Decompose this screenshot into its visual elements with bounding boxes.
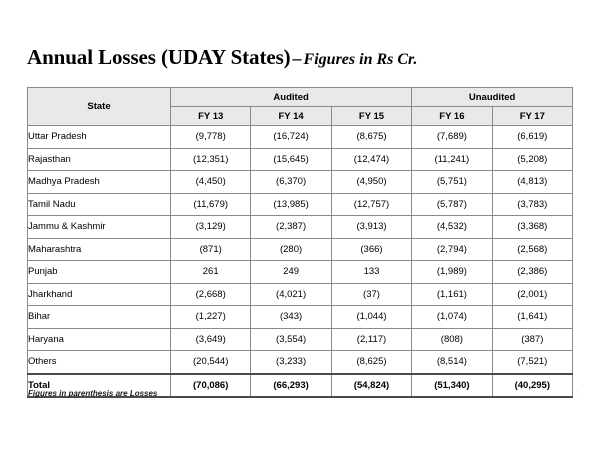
- cell-fy14: (2,387): [251, 216, 331, 239]
- table-body: [28, 126, 573, 398]
- cell-fy16: (1,074): [412, 306, 492, 329]
- cell-fy16: (7,689): [412, 126, 492, 149]
- cell-fy15: (37): [331, 283, 411, 306]
- cell-fy15: 133: [331, 261, 411, 284]
- table-header: [28, 88, 573, 126]
- row-label: Tamil Nadu: [28, 193, 171, 216]
- cell-fy16: (808): [412, 328, 492, 351]
- table-row: [28, 148, 573, 171]
- table-row: [28, 306, 573, 329]
- cell-fy16: (5,787): [412, 193, 492, 216]
- cell-fy14: (4,021): [251, 283, 331, 306]
- column-group-unaudited: Unaudited: [412, 88, 573, 107]
- title-main-text: Annual Losses (UDAY States): [27, 45, 291, 69]
- title-subtitle-text: Figures in Rs Cr.: [303, 51, 418, 68]
- cell-fy16: (5,751): [412, 171, 492, 194]
- row-label: Haryana: [28, 328, 171, 351]
- cell-fy17: (387): [492, 328, 572, 351]
- cell-fy13: (12,351): [171, 148, 251, 171]
- column-header-fy14: FY 14: [251, 107, 331, 126]
- row-label-total: Total: [28, 374, 171, 398]
- row-label: Jharkhand: [28, 283, 171, 306]
- cell-fy15: (12,474): [331, 148, 411, 171]
- cell-fy13: (9,778): [171, 126, 251, 149]
- column-header-fy16: FY 16: [412, 107, 492, 126]
- total-cell-fy14: (66,293): [251, 374, 331, 398]
- row-label: Maharashtra: [28, 238, 171, 261]
- row-label: Others: [28, 351, 171, 374]
- page-number: 7: [575, 390, 579, 397]
- cell-fy15: (4,950): [331, 171, 411, 194]
- row-label: Uttar Pradesh: [28, 126, 171, 149]
- column-header-fy13: FY 13: [171, 107, 251, 126]
- losses-table-container: [27, 87, 572, 398]
- cell-fy14: (3,233): [251, 351, 331, 374]
- cell-fy17: (5,208): [492, 148, 572, 171]
- cell-fy15: (8,675): [331, 126, 411, 149]
- cell-fy13: (3,649): [171, 328, 251, 351]
- column-header-fy17: FY 17: [492, 107, 572, 126]
- total-cell-fy16: (51,340): [412, 374, 492, 398]
- table-row: [28, 238, 573, 261]
- cell-fy15: (12,757): [331, 193, 411, 216]
- cell-fy13: (3,129): [171, 216, 251, 239]
- cell-fy13: (1,227): [171, 306, 251, 329]
- cell-fy15: (366): [331, 238, 411, 261]
- cell-fy16: (1,989): [412, 261, 492, 284]
- row-label: Rajasthan: [28, 148, 171, 171]
- cell-fy13: (871): [171, 238, 251, 261]
- cell-fy13: (2,668): [171, 283, 251, 306]
- column-header-fy15: FY 15: [331, 107, 411, 126]
- cell-fy14: (15,645): [251, 148, 331, 171]
- title-dash: –: [292, 48, 302, 68]
- cell-fy17: (3,783): [492, 193, 572, 216]
- cell-fy16: (11,241): [412, 148, 492, 171]
- cell-fy13: (4,450): [171, 171, 251, 194]
- cell-fy17: (2,001): [492, 283, 572, 306]
- table-row: [28, 283, 573, 306]
- cell-fy13: 261: [171, 261, 251, 284]
- cell-fy17: (2,386): [492, 261, 572, 284]
- table-row: [28, 193, 573, 216]
- cell-fy17: (7,521): [492, 351, 572, 374]
- cell-fy16: (1,161): [412, 283, 492, 306]
- cell-fy14: (280): [251, 238, 331, 261]
- annual-losses-table: [27, 87, 573, 398]
- page-title: [27, 45, 572, 70]
- total-cell-fy15: (54,824): [331, 374, 411, 398]
- table-row: [28, 216, 573, 239]
- cell-fy17: (3,368): [492, 216, 572, 239]
- cell-fy17: (1,641): [492, 306, 572, 329]
- table-footnote: Figures in parenthesis are Losses: [28, 389, 158, 398]
- cell-fy14: (3,554): [251, 328, 331, 351]
- cell-fy16: (8,514): [412, 351, 492, 374]
- cell-fy13: (20,544): [171, 351, 251, 374]
- cell-fy14: (16,724): [251, 126, 331, 149]
- table-row: [28, 171, 573, 194]
- cell-fy15: (8,625): [331, 351, 411, 374]
- cell-fy16: (4,532): [412, 216, 492, 239]
- table-row: [28, 351, 573, 374]
- table-row: [28, 261, 573, 284]
- header-group-row: [28, 88, 573, 107]
- column-group-audited: Audited: [171, 88, 412, 107]
- row-label: Bihar: [28, 306, 171, 329]
- total-cell-fy17: (40,295): [492, 374, 572, 398]
- cell-fy14: (13,985): [251, 193, 331, 216]
- cell-fy17: (2,568): [492, 238, 572, 261]
- cell-fy16: (2,794): [412, 238, 492, 261]
- table-row: [28, 126, 573, 149]
- table-row: [28, 328, 573, 351]
- cell-fy15: (2,117): [331, 328, 411, 351]
- row-label: Jammu & Kashmir: [28, 216, 171, 239]
- cell-fy17: (4,813): [492, 171, 572, 194]
- cell-fy17: (6,619): [492, 126, 572, 149]
- cell-fy14: (343): [251, 306, 331, 329]
- cell-fy14: (6,370): [251, 171, 331, 194]
- cell-fy14: 249: [251, 261, 331, 284]
- total-cell-fy13: (70,086): [171, 374, 251, 398]
- row-label: Punjab: [28, 261, 171, 284]
- cell-fy15: (3,913): [331, 216, 411, 239]
- cell-fy13: (11,679): [171, 193, 251, 216]
- row-label: Madhya Pradesh: [28, 171, 171, 194]
- cell-fy15: (1,044): [331, 306, 411, 329]
- column-header-state: State: [28, 88, 171, 126]
